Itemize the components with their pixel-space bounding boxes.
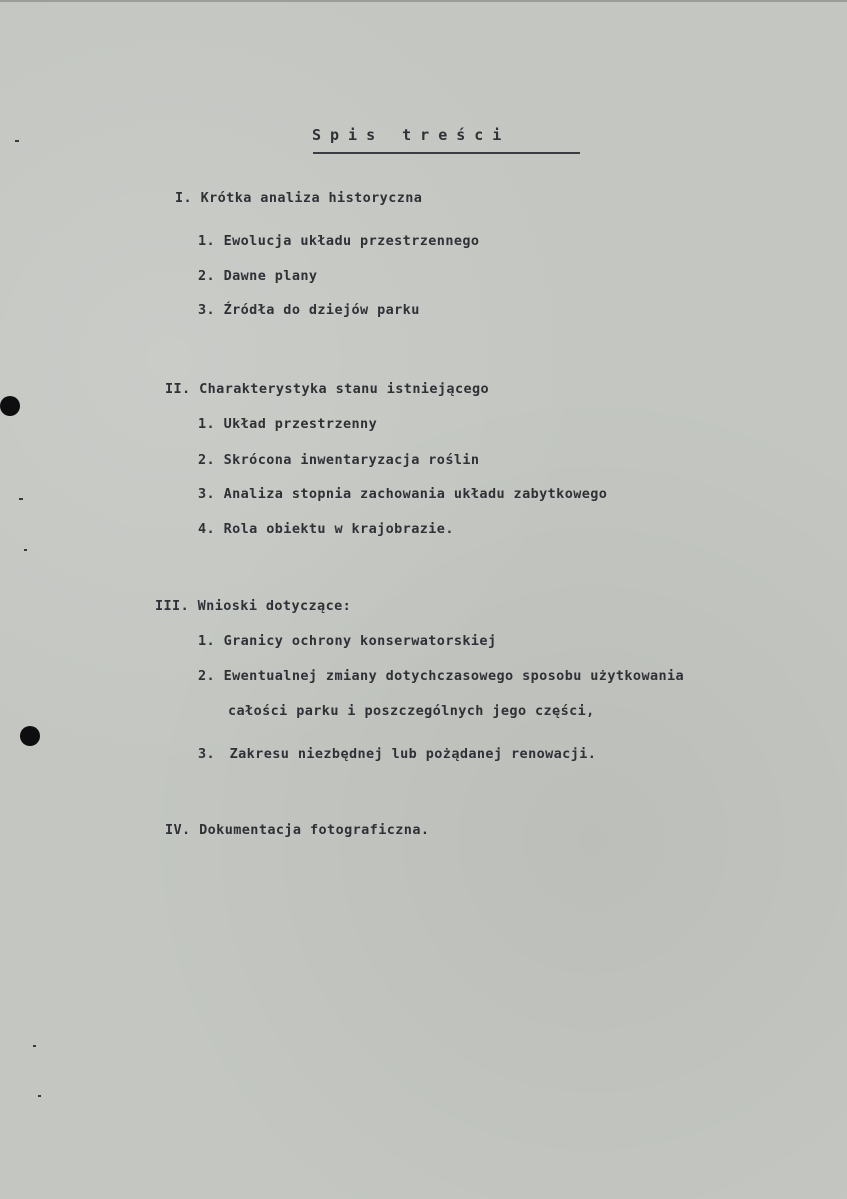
item-text: Zakresu niezbędnej lub pożądanej renowacji. xyxy=(229,746,597,762)
paper-speck xyxy=(33,1045,36,1047)
section-heading-1 xyxy=(175,190,422,206)
toc-item xyxy=(198,668,684,684)
item-number: 3. xyxy=(198,486,216,502)
section-number: IV. xyxy=(165,822,191,838)
paper-speck xyxy=(38,1095,41,1097)
toc-item xyxy=(198,452,479,468)
toc-item xyxy=(198,521,454,537)
item-number: 1. xyxy=(198,233,216,249)
item-text: Źródła do dziejów parku xyxy=(223,302,420,318)
toc-item-continuation xyxy=(228,703,595,719)
item-number: 2. xyxy=(198,668,216,684)
page-top-edge xyxy=(0,0,847,2)
toc-item xyxy=(198,416,377,432)
section-number: II. xyxy=(165,381,191,397)
item-text: Ewolucja układu przestrzennego xyxy=(223,233,480,249)
section-title: Wnioski dotyczące: xyxy=(197,598,352,614)
item-number: 3. xyxy=(198,302,216,318)
toc-item xyxy=(198,233,479,249)
toc-item xyxy=(198,302,420,318)
toc-item xyxy=(198,268,317,284)
item-text: Skrócona inwentaryzacja roślin xyxy=(223,452,480,468)
paper-speck xyxy=(24,549,27,551)
item-text: Analiza stopnia zachowania układu zabytkowego xyxy=(223,486,608,502)
paper-speck xyxy=(19,498,23,500)
section-number: III. xyxy=(155,598,190,614)
toc-item xyxy=(198,633,496,649)
item-text: Ewentualnej zmiany dotychczasowego sposobu użytkowania xyxy=(223,668,685,684)
item-number: 3. xyxy=(198,746,216,762)
item-number: 1. xyxy=(198,416,216,432)
section-title: Dokumentacja fotograficzna. xyxy=(199,822,430,838)
item-text: Dawne plany xyxy=(223,268,318,284)
item-text: Rola obiektu w krajobrazie. xyxy=(223,521,454,537)
punch-hole xyxy=(20,726,40,746)
item-text: Granicy ochrony konserwatorskiej xyxy=(223,633,497,649)
section-heading-3 xyxy=(155,598,351,614)
toc-item xyxy=(198,486,607,502)
toc-item xyxy=(198,746,596,762)
section-title: Charakterystyka stanu istniejącego xyxy=(199,381,490,397)
item-text-continuation: całości parku i poszczególnych jego części, xyxy=(228,703,595,719)
item-text: Układ przestrzenny xyxy=(223,416,378,432)
item-number: 2. xyxy=(198,452,216,468)
item-number: 4. xyxy=(198,521,216,537)
paper-speck xyxy=(15,140,19,142)
section-heading-2 xyxy=(165,381,489,397)
section-number: I. xyxy=(175,190,193,206)
punch-hole xyxy=(0,396,20,416)
page-title: Spis treści xyxy=(312,126,511,144)
item-number: 1. xyxy=(198,633,216,649)
section-title: Krótka analiza historyczna xyxy=(200,190,423,206)
item-number: 2. xyxy=(198,268,216,284)
section-heading-4 xyxy=(165,822,429,838)
title-underline xyxy=(313,152,580,154)
